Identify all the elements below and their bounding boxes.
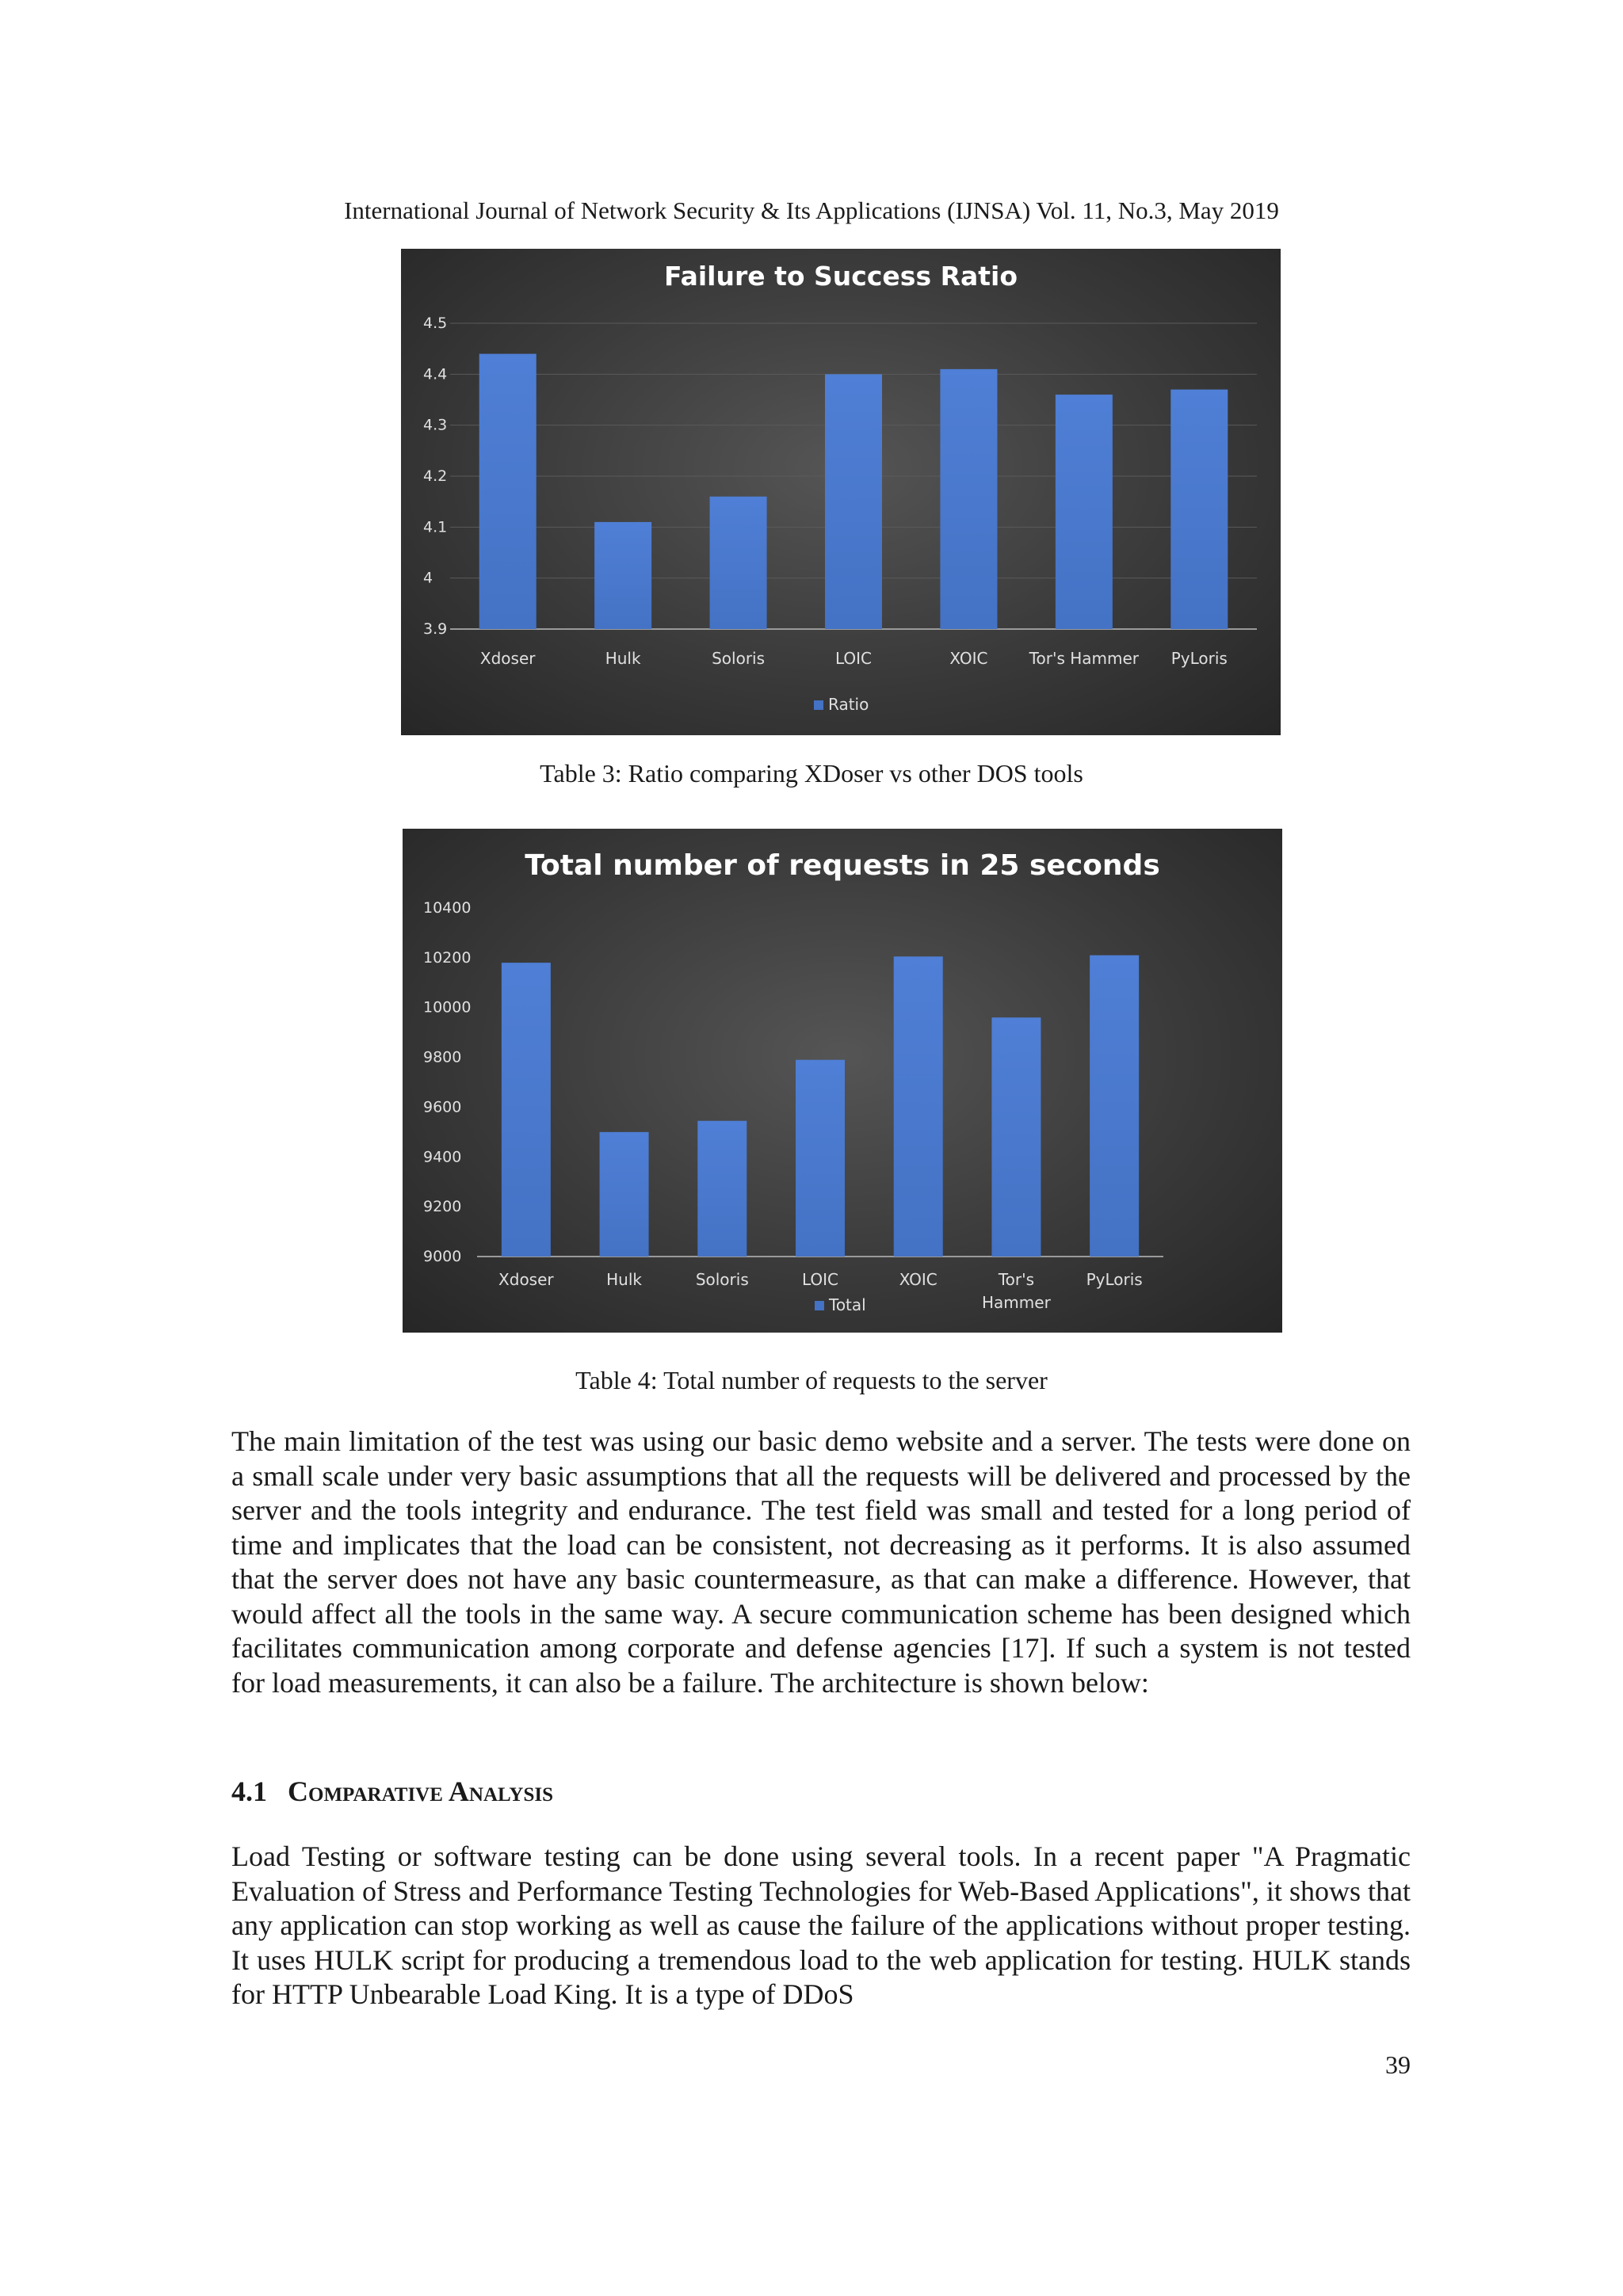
chart-total-requests (403, 829, 1282, 1333)
legend-label: Total (829, 1295, 866, 1314)
y-tick-label: 10000 (423, 998, 472, 1016)
chart2-svg (403, 829, 1282, 1333)
bar-4 (894, 956, 943, 1257)
chart-title: Total number of requests in 25 seconds (525, 849, 1160, 882)
bar-2 (710, 497, 767, 629)
x-category-label: Tor's Hammer (982, 1270, 1051, 1312)
bar-4 (940, 369, 997, 629)
legend-swatch (815, 1301, 824, 1310)
bar-1 (594, 522, 651, 629)
bar-2 (697, 1121, 747, 1257)
y-tick-label: 4.2 (423, 467, 448, 485)
y-tick-label: 10400 (423, 899, 472, 917)
journal-header: International Journal of Network Security & Its Applications (IJNSA) Vol. 11, No.3, May 2019 (344, 196, 1279, 224)
y-tick-label: 9800 (423, 1048, 462, 1066)
x-category-label: XOIC (899, 1270, 938, 1289)
x-category-label: LOIC (801, 1270, 839, 1289)
y-tick-label: 4.4 (423, 365, 448, 383)
x-category-label: XOIC (949, 649, 988, 668)
bar-0 (502, 963, 551, 1257)
chart-failure-success-ratio (401, 249, 1281, 735)
bar-5 (991, 1017, 1041, 1257)
bar-1 (600, 1132, 649, 1257)
bar-3 (796, 1060, 845, 1257)
y-tick-label: 4.1 (423, 518, 448, 536)
section-title: Comparative Analysis (288, 1775, 553, 1807)
bar-0 (479, 354, 537, 629)
y-tick-label: 3.9 (423, 620, 448, 638)
chart1-svg (401, 249, 1281, 735)
caption-table4: Table 4: Total number of requests to the server (575, 1366, 1048, 1394)
x-category-label: Soloris (712, 649, 766, 668)
x-category-label: PyLoris (1086, 1270, 1143, 1289)
chart-title: Failure to Success Ratio (663, 261, 1018, 292)
bar-5 (1056, 395, 1113, 629)
y-tick-label: 10200 (423, 948, 472, 967)
x-category-label: PyLoris (1170, 649, 1228, 668)
y-tick-label: 9000 (423, 1248, 462, 1265)
y-tick-label: 4.5 (423, 315, 448, 332)
legend-swatch (814, 700, 823, 710)
x-category-label: Soloris (695, 1270, 749, 1289)
y-tick-label: 4 (423, 569, 433, 587)
y-tick-label: 9400 (423, 1148, 462, 1166)
x-category-label: Hulk (606, 1270, 643, 1289)
bar-6 (1170, 390, 1228, 629)
legend-label: Ratio (828, 695, 869, 714)
x-category-label: Tor's Hammer (1029, 649, 1140, 668)
body-paragraph-1: The main limitation of the test was using our basic demo website and a server. The tests were done on a small scale under very basic assumptions that all the requests will be delivered and processed by the server and the tools integrity and endurance. The test field was small and tested for a long period of time and implicates that the load can be consistent, not decreasing as it performs. It is also assumed that the server does not have any basic countermeasure, as that can make a difference. However, that would affect all the tools in the same way. A secure communication scheme has been designed which facilitates communication among corporate and defense agencies [17]. If such a system is not tested for load measurements, it can also be a failure. The architecture is shown below: (231, 1425, 1411, 1699)
x-category-label: Xdoser (479, 649, 536, 668)
y-tick-label: 9200 (423, 1198, 462, 1216)
caption-table3: Table 3: Ratio comparing XDoser vs other DOS tools (540, 759, 1083, 788)
section-number: 4.1 (231, 1775, 267, 1807)
x-category-label: Xdoser (498, 1270, 554, 1289)
bar-6 (1090, 955, 1139, 1257)
y-tick-label: 4.3 (423, 416, 448, 434)
section-heading (231, 1775, 553, 1808)
page-number: 39 (1385, 2050, 1411, 2079)
bar-3 (825, 374, 882, 629)
y-tick-label: 9600 (423, 1098, 462, 1116)
x-category-label: Hulk (605, 649, 641, 668)
body-paragraph-2: Load Testing or software testing can be done using several tools. In a recent paper "A Pragmatic Evaluation of Stress and Performance Testing Technologies for Web-Based Applications", it shows that any application can stop working as well as cause the failure of the applications without proper testing. It uses HULK script for producing a tremendous load to the web application for testing. HULK stands for HTTP Unbearable Load King. It is a type of DDoS (231, 1840, 1411, 2010)
x-category-label: LOIC (834, 649, 873, 668)
